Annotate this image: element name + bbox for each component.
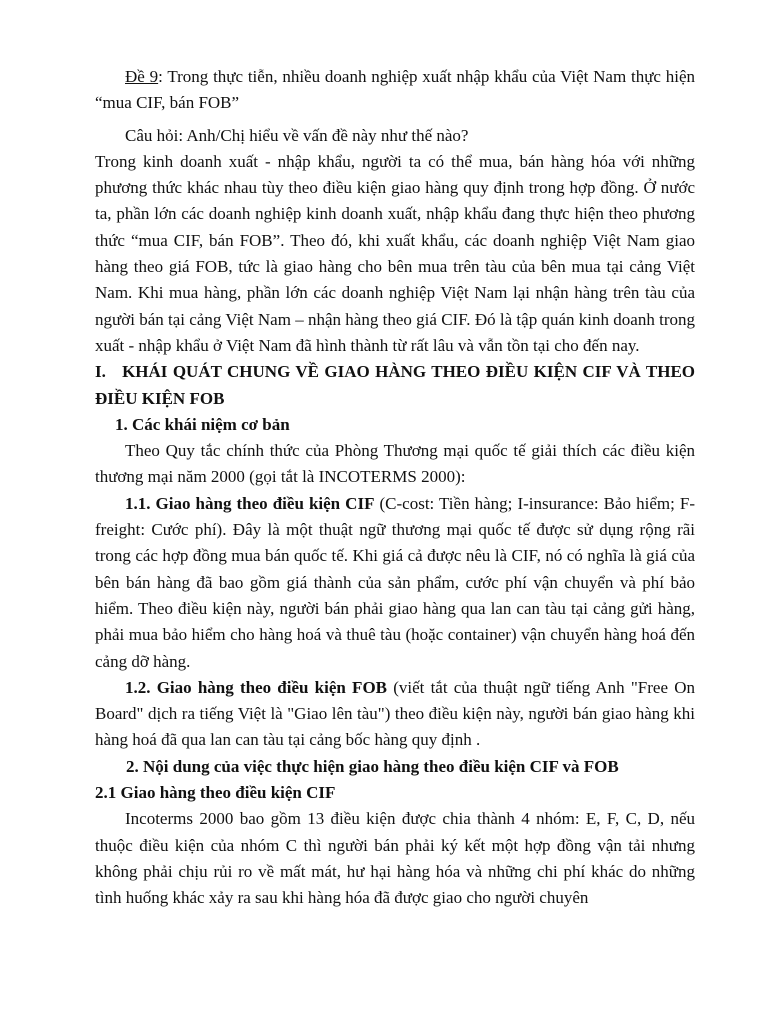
cif-definition-body: (C-cost: Tiền hàng; I-insurance: Bảo hiểm; F-freight: Cước phí). Đây là một thuật ngữ thương mại quốc tế được sử dụng rộng rãi trong các hợp đồng mua bán quốc tế. Khi giá cả được nêu là CIF, nó có nghĩa là giá của bên bán hàng đã bao gồm giá thành của sản phẩm, cước phí vận chuyển và phí bảo hiểm. Theo điều kiện này, người bán phải giao hàng qua lan can tàu tại cảng gửi hàng, phải mua bảo hiểm cho hàng hoá và thuê tàu (hoặc container) vận chuyển hàng hoá đến cảng dỡ hàng. bbox=[95, 493, 695, 671]
cif-definition-paragraph bbox=[95, 491, 695, 675]
fob-definition-body: (viết tắt của thuật ngữ tiếng Anh "Free On Board" dịch ra tiếng Việt là "Giao lên tàu") theo điều kiện này, người bán giao hàng khi hàng hoá đã qua lan can tàu tại cảng bốc hàng quy định . bbox=[95, 677, 695, 750]
section-1-heading bbox=[95, 359, 695, 412]
incoterms-intro-paragraph: Theo Quy tắc chính thức của Phòng Thương mại quốc tế giải thích các điều kiện thương mại năm 2000 (gọi tắt là INCOTERMS 2000): bbox=[95, 441, 695, 487]
fob-definition-title: 1.2. Giao hàng theo điều kiện FOB bbox=[125, 677, 388, 697]
section-1-number: I. bbox=[95, 362, 106, 382]
question-paragraph: Câu hỏi: Anh/Chị hiểu về vấn đề này như thế nào? bbox=[125, 125, 469, 145]
intro-paragraph: Trong kinh doanh xuất - nhập khẩu, người ta có thể mua, bán hàng hóa với những phương thức khác nhau tùy theo điều kiện giao hàng quy định trong hợp đồng. Ở nước ta, phần lớn các doanh nghiệp kinh doanh xuất, nhập khẩu đang thực hiện theo phương thức “mua CIF, bán FOB”. Theo đó, khi xuất khẩu, các doanh nghiệp Việt Nam giao hàng theo giá FOB, tức là giao hàng cho bên mua trên tàu của bên mua tại cảng Việt Nam. Khi mua hàng, phần lớn các doanh nghiệp Việt Nam lại nhận hàng trên tàu của người bán tại cảng Việt Nam – nhận hàng theo giá CIF. Đó là tập quán kinh doanh trong xuất - nhập khẩu ở Việt Nam đã hình thành từ rất lâu và vẫn tồn tại cho đến nay. bbox=[95, 151, 695, 355]
incoterms-groups-paragraph: Incoterms 2000 bao gồm 13 điều kiện được chia thành 4 nhóm: E, F, C, D, nếu thuộc điều kiện của nhóm C thì người bán phải ký kết một hợp đồng vận tải nhưng không phải chịu rủi ro về mất mát, hư hại hàng hóa và những chi phí khác do những tình huống khác xảy ra sau khi hàng hóa đã được giao cho người chuyên bbox=[95, 809, 695, 908]
topic-label: Đề 9 bbox=[125, 67, 159, 86]
fob-definition-paragraph bbox=[95, 675, 695, 754]
subsection-1-heading: 1. Các khái niệm cơ bản bbox=[115, 414, 290, 434]
subsection-2-heading: 2. Nội dung của việc thực hiện giao hàng theo điều kiện CIF và FOB bbox=[126, 756, 619, 776]
topic-paragraph bbox=[95, 64, 695, 117]
topic-text: : Trong thực tiễn, nhiều doanh nghiệp xuất nhập khẩu của Việt Nam thực hiện “mua CIF, bán FOB” bbox=[95, 67, 696, 113]
cif-definition-title: 1.1. Giao hàng theo điều kiện CIF bbox=[125, 493, 375, 513]
document-page bbox=[95, 64, 695, 912]
subsection-2-1-heading: 2.1 Giao hàng theo điều kiện CIF bbox=[95, 783, 336, 803]
section-1-title: KHÁI QUÁT CHUNG VỀ GIAO HÀNG THEO ĐIỀU KIỆN CIF VÀ THEO ĐIỀU KIỆN FOB bbox=[95, 362, 696, 408]
